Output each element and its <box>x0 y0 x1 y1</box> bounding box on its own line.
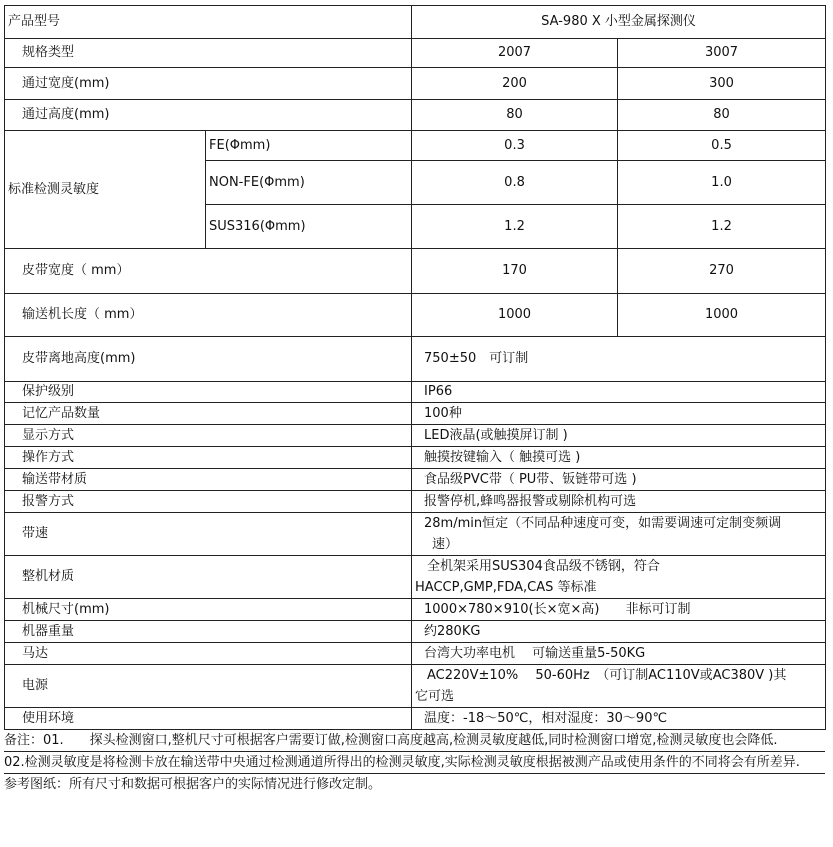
spec-type-label: 规格类型 <box>5 39 412 68</box>
belt-height-label: 皮带离地高度(mm) <box>5 337 412 382</box>
material-label: 整机材质 <box>5 556 412 599</box>
dimensions-label: 机械尺寸(mm) <box>5 599 412 621</box>
power-line2: 它可选 <box>415 689 455 704</box>
row-speed <box>5 513 826 556</box>
row-pass-width <box>5 68 826 100</box>
row-display <box>5 425 826 447</box>
conveyor-length-col1: 1000 <box>412 294 618 337</box>
sensitivity-nonfe-col2: 1.0 <box>618 161 826 205</box>
model-value: SA-980 X 小型金属探测仪 <box>412 6 826 39</box>
spec-type-col1: 2007 <box>412 39 618 68</box>
sensitivity-sus-col1: 1.2 <box>412 205 618 249</box>
environment-label: 使用环境 <box>5 708 412 730</box>
display-value: LED液晶(或触摸屏订制 ) <box>412 425 826 447</box>
dimensions-value: 1000×780×910(长×宽×高) 非标可订制 <box>412 599 826 621</box>
power-value <box>412 665 826 708</box>
row-power <box>5 665 826 708</box>
alarm-label: 报警方式 <box>5 491 412 513</box>
memory-label: 记忆产品数量 <box>5 403 412 425</box>
speed-line2: 速） <box>432 537 459 552</box>
pass-width-col2: 300 <box>618 68 826 100</box>
power-line1: AC220V±10% 50-60Hz （可订制AC110V或AC380V )其 <box>427 668 787 683</box>
belt-width-col1: 170 <box>412 249 618 294</box>
row-memory <box>5 403 826 425</box>
motor-value: 台湾大功率电机 可输送重量5-50KG <box>412 643 826 665</box>
protection-label: 保护级别 <box>5 382 412 403</box>
display-label: 显示方式 <box>5 425 412 447</box>
row-pass-height <box>5 100 826 131</box>
environment-value: 温度：-18～50℃，相对湿度：30～90℃ <box>412 708 826 730</box>
power-label: 电源 <box>5 665 412 708</box>
row-sensitivity-fe <box>5 131 826 161</box>
conveyor-length-col2: 1000 <box>618 294 826 337</box>
protection-value: IP66 <box>412 382 826 403</box>
belt-width-col2: 270 <box>618 249 826 294</box>
sensitivity-label: 标准检测灵敏度 <box>5 131 206 249</box>
operation-label: 操作方式 <box>5 447 412 469</box>
row-operation <box>5 447 826 469</box>
material-value <box>412 556 826 599</box>
pass-height-label: 通过高度(mm) <box>5 100 412 131</box>
alarm-value: 报警停机,蜂鸣器报警或剔除机构可选 <box>412 491 826 513</box>
row-weight <box>5 621 826 643</box>
note-1: 备注：01. 探头检测窗口,整机尺寸可根据客户需要订做,检测窗口高度越高,检测灵敏度越低,同时检测窗口增宽,检测灵敏度也会降低. <box>4 730 825 752</box>
row-alarm <box>5 491 826 513</box>
weight-label: 机器重量 <box>5 621 412 643</box>
pass-width-col1: 200 <box>412 68 618 100</box>
speed-value <box>412 513 826 556</box>
notes-section <box>4 730 825 796</box>
belt-material-label: 输送带材质 <box>5 469 412 491</box>
conveyor-length-label: 输送机长度（ mm） <box>5 294 412 337</box>
sensitivity-fe-label: FE(Φmm) <box>206 131 412 161</box>
spec-table <box>4 5 826 730</box>
row-belt-height <box>5 337 826 382</box>
speed-line1: 28m/min恒定（不同品种速度可变，如需要调速可定制变频调 <box>424 516 782 531</box>
belt-material-value: 食品级PVC带（ PU带、钣链带可选 ) <box>412 469 826 491</box>
sensitivity-fe-col2: 0.5 <box>618 131 826 161</box>
pass-height-col2: 80 <box>618 100 826 131</box>
row-spec-type <box>5 39 826 68</box>
sensitivity-nonfe-col1: 0.8 <box>412 161 618 205</box>
belt-height-value: 750±50 可订制 <box>412 337 826 382</box>
material-line2: HACCP,GMP,FDA,CAS 等标准 <box>415 580 597 595</box>
speed-label: 带速 <box>5 513 412 556</box>
row-protection <box>5 382 826 403</box>
reference-note: 参考图纸：所有尺寸和数据可根据客户的实际情况进行修改定制。 <box>4 777 382 792</box>
pass-height-col1: 80 <box>412 100 618 131</box>
belt-width-label: 皮带宽度（ mm） <box>5 249 412 294</box>
sensitivity-sus-label: SUS316(Φmm) <box>206 205 412 249</box>
spec-type-col2: 3007 <box>618 39 826 68</box>
motor-label: 马达 <box>5 643 412 665</box>
row-machine-material <box>5 556 826 599</box>
row-belt-material <box>5 469 826 491</box>
material-line1: 全机架采用SUS304食品级不锈钢，符合 <box>427 559 660 574</box>
row-conveyor-length <box>5 294 826 337</box>
note-2: 02.检测灵敏度是将检测卡放在输送带中央通过检测通道所得出的检测灵敏度,实际检测灵敏度根据被测产品或使用条件的不同将会有所差异. <box>4 752 825 774</box>
pass-width-label: 通过宽度(mm) <box>5 68 412 100</box>
weight-value: 约280KG <box>412 621 826 643</box>
row-belt-width <box>5 249 826 294</box>
operation-value: 触摸按键输入（ 触摸可选 ) <box>412 447 826 469</box>
memory-value: 100种 <box>412 403 826 425</box>
row-environment <box>5 708 826 730</box>
sensitivity-sus-col2: 1.2 <box>618 205 826 249</box>
sensitivity-nonfe-label: NON-FE(Φmm) <box>206 161 412 205</box>
row-motor <box>5 643 826 665</box>
sensitivity-fe-col1: 0.3 <box>412 131 618 161</box>
row-model <box>5 6 826 39</box>
model-label: 产品型号 <box>5 6 412 39</box>
row-dimensions <box>5 599 826 621</box>
